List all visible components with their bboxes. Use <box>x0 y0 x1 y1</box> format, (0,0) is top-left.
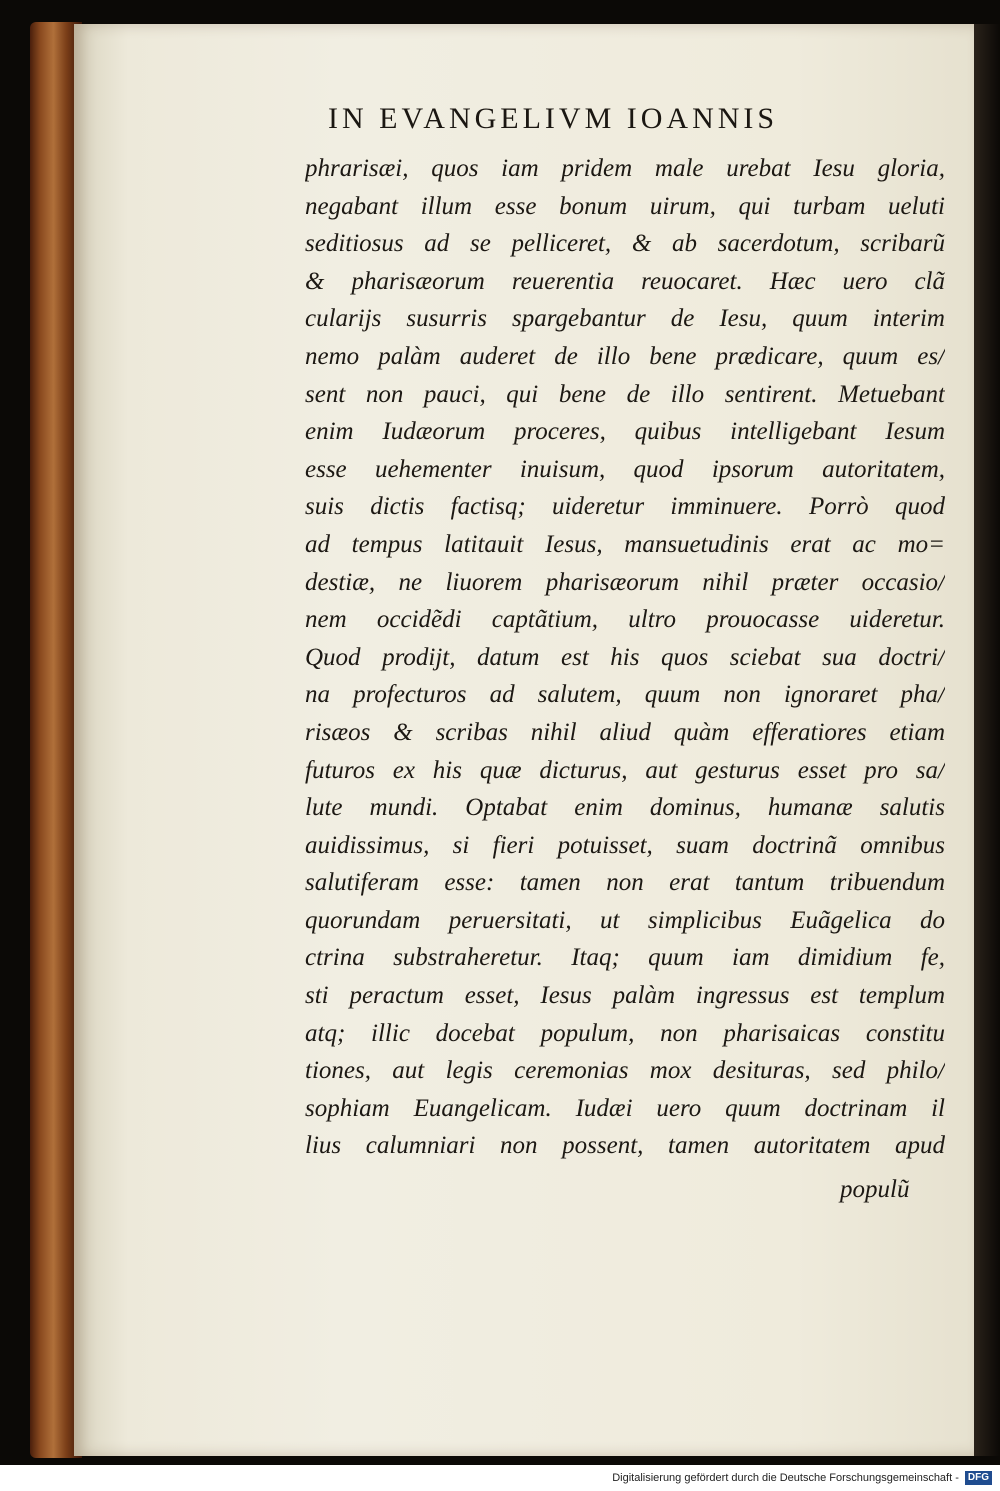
text-line: sophiam Euangelicam. Iudæi uero quum doctrinam il <box>305 1094 945 1122</box>
footer-bar <box>0 1465 1000 1491</box>
text-line: destiæ, ne liuorem pharisæorum nihil præter occasio/ <box>305 568 945 596</box>
running-head: IN EVANGELIVM IOANNIS <box>328 102 779 135</box>
text-line: seditiosus ad se pelliceret, & ab sacerdotum, scribarũ <box>305 230 945 258</box>
text-line: quorundam peruersitati, ut simplicibus Euãgelica do <box>305 906 945 934</box>
catchword: populũ <box>840 1176 910 1203</box>
text-line: & pharisæorum reuerentia reuocaret. Hæc uero clã <box>305 267 945 295</box>
text-line: phrarisæi, quos iam pridem male urebat Iesu gloria, <box>305 155 945 182</box>
text-line: risæos & scribas nihil aliud quàm efferatiores etiam <box>305 718 945 746</box>
text-line: enim Iudæorum proceres, quibus intelligebant Iesum <box>305 418 945 446</box>
text-line: tiones, aut legis ceremonias mox desituras, sed philo/ <box>305 1057 945 1085</box>
text-line: futuros ex his quæ dicturus, aut gesturus esset pro sa/ <box>305 756 945 784</box>
dfg-logo-icon[interactable]: DFG <box>965 1471 992 1485</box>
text-line: salutiferam esse: tamen non erat tantum tribuendum <box>305 869 945 897</box>
text-line: Quod prodijt, datum est his quos sciebat sua doctri/ <box>305 643 945 671</box>
text-block <box>305 150 945 1165</box>
text-line: suis dictis factisq; uideretur imminuere. Porrò quod <box>305 493 945 521</box>
text-line: lius calumniari non possent, tamen autoritatem apud <box>305 1132 945 1160</box>
text-line: lute mundi. Optabat enim dominus, humanæ salutis <box>305 794 945 822</box>
text-line: ad tempus latitauit Iesus, mansuetudinis erat ac mo= <box>305 530 945 558</box>
text-line: nem occidẽdi captãtium, ultro prouocasse uideretur. <box>305 606 945 634</box>
text-line: ctrina substraheretur. Itaq; quum iam dimidium fe, <box>305 944 945 972</box>
text-line: auidissimus, si fieri potuisset, suam doctrinã omnibus <box>305 831 945 859</box>
text-line: sent non pauci, qui bene de illo sentirent. Metuebant <box>305 380 945 408</box>
text-line: nemo palàm auderet de illo bene prædicare, quum es/ <box>305 342 945 370</box>
funding-notice: Digitalisierung gefördert durch die Deutsche Forschungsgemeinschaft - <box>612 1472 959 1484</box>
text-line: na profecturos ad salutem, quum non ignoraret pha/ <box>305 681 945 709</box>
text-line: atq; illic docebat populum, non pharisaicas constitu <box>305 1019 945 1047</box>
page-shadow <box>974 24 1000 1456</box>
text-line: sti peractum esset, Iesus palàm ingressus est templum <box>305 982 945 1010</box>
text-line: negabant illum esse bonum uirum, qui turbam ueluti <box>305 192 945 220</box>
text-line: esse uehementer inuisum, quod ipsorum autoritatem, <box>305 455 945 483</box>
text-line: cularijs susurris spargebantur de Iesu, quum interim <box>305 305 945 333</box>
